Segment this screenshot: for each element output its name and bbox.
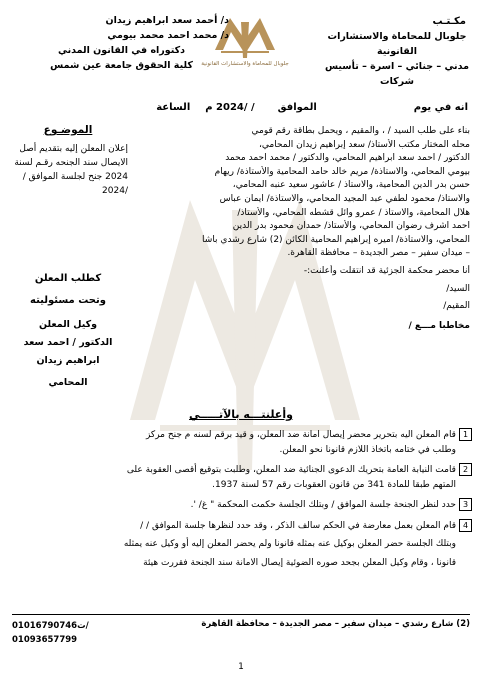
announce-heading: وأعلنتـــه بالآتـــــي <box>189 408 293 421</box>
date-label: الموافق <box>277 102 317 113</box>
item-number: 3 <box>459 498 472 511</box>
footer-address: (2) شارع رشدي – ميدان سفير – مصر الجديدة – محافظة القاهرة <box>201 619 470 629</box>
agent-role: المحامي <box>48 377 88 388</box>
body-line: والاستاذ/ محمود لطفي عبد المجيد المحامي، والاستاذة/ ايمان عباس <box>219 193 470 204</box>
page-number: 1 <box>238 662 244 672</box>
item-text: قام المعلن اليه بتحرير محضر إيصال امانة ضد المعلن، و قيد برقم لسنه م جنح مركز <box>145 430 456 440</box>
date-value: / /2024 م <box>205 102 255 113</box>
office-word: مكـتـب <box>432 16 466 27</box>
item-continuation: المتهم طبقا للمادة 341 من قانون العقوبات رقم 57 لسنة 1937. <box>212 479 456 490</box>
firm-services: مدني – جنائي – اسرة – تأسيس شركات <box>324 61 469 87</box>
degree: دكتوراه في القانون المدني <box>57 45 186 56</box>
body-line: الدكتور / احمد سعد ابراهيم المحامي، والدكتور / محمد احمد محمد <box>225 153 470 164</box>
lawyer-1: د/ أحمد سعد ابراهيم زيدان <box>105 15 229 26</box>
subject-line: 2024 جنح لجلسة الموافق / <box>22 172 128 182</box>
agent-name: الدكتور / احمد سعد ابراهيم زيدان <box>23 337 113 366</box>
notice-body <box>130 125 470 333</box>
body-line: هلال المحامية، والاستاذ / عمرو وائل قشطه المحامي، والأستاذ/ <box>237 207 470 218</box>
item-continuation: قانونا ، وقام وكيل المعلن بجحد صوره الضوئية إيصال الامانة سند الجنحة فقررت هيئة <box>143 557 456 568</box>
list-item <box>12 463 472 492</box>
item-text: قام المعلن بعمل معارضة في الحكم سالف الذكر ، وقد حدد لنظرها جلسة الموافق / / <box>140 520 456 531</box>
item-text: حدد لنظر الجنحة جلسة الموافق / وبتلك الجلسة حكمت المحكمة " غ/ '. <box>190 500 456 510</box>
requester-line: وتحت مسئوليته <box>30 295 106 306</box>
subject-line: /2024 <box>102 186 128 196</box>
item-text: قامت النيابة العامة بتحريك الدعوى الجنائية ضد المعلن، وطلبت بتوقيع أقصى العقوبة على <box>126 465 456 475</box>
item-number: 2 <box>459 463 472 476</box>
body-line: أنا محضر محكمة الجزئية قد انتقلت وأعلنت:- <box>303 265 470 276</box>
subject-line: الايصال سند الجنحه رقـم لسنة <box>14 158 128 168</box>
body-line: المقيم/ <box>443 301 470 312</box>
lawyers-header <box>14 13 229 73</box>
subject-line: إعلان المعلن إليه بتقديم أصل <box>19 144 128 154</box>
phone-2: 01093657799 <box>12 635 78 645</box>
date-intro: انه في يوم <box>413 102 468 113</box>
subject-box <box>8 124 128 198</box>
date-line <box>8 102 468 113</box>
body-line: المحامي، والاستاذة/ اميره إبراهيم المحامية الكائن (2) شارع رشدي باشا <box>202 234 470 245</box>
agent-title: وكيل المعلن <box>38 319 98 330</box>
firm-header <box>322 14 472 89</box>
agent-box <box>8 316 128 392</box>
body-line: محله المختار مكتب الأستاذ/ سعد إبراهيم زيدان المحامي، <box>259 139 470 150</box>
phone-label: ت/ <box>77 621 89 631</box>
firm-name: جلوبال للمحاماة والاستشارات القانونية <box>327 31 467 57</box>
item-number: 1 <box>459 428 472 441</box>
footer-phones <box>12 619 89 647</box>
list-item <box>12 519 472 571</box>
list-item <box>12 498 472 513</box>
faculty: كلية الحقوق جامعة عين شمس <box>50 60 193 71</box>
requester-box <box>8 268 128 312</box>
body-line: مخاطبا مـــع / <box>408 320 470 331</box>
logo-caption: جلوبال للمحاماة والاستشارات القانونية <box>201 61 289 67</box>
item-continuation: وبتلك الجلسة حضر المعلن بوكيل عنه بمثله قانونا ولم يحضر المعلن إليه أو وكيل عنه يمثله <box>123 539 456 549</box>
body-line: حسن بدر الدين المحامية، والاستاذ / عاشور سعيد عنبه المحامي، <box>232 180 470 191</box>
body-line: السيد/ <box>446 283 470 294</box>
time-label: الساعة <box>156 102 191 113</box>
item-number: 4 <box>459 519 472 532</box>
requester-line: كطلب المعلن <box>34 273 102 284</box>
item-continuation: وطلب في ختامه باتخاذ اللازم قانونا نحو المعلن. <box>279 444 456 455</box>
subject-heading: الموضـوع <box>43 124 93 136</box>
body-line: – ميدان سفير – مصر الجديدة – محافظة القاهرة. <box>287 248 470 259</box>
body-line: بيومي المحامي، والاستاذة/ مريم خالد حامد المحامية والأستاذة/ ريهام <box>214 166 470 177</box>
body-line: احمد اشرف رضوان المحامي، والأستاذ/ حمدان محمود بدر الدين <box>232 221 470 232</box>
footer <box>12 614 470 647</box>
items-list <box>12 428 472 570</box>
list-item <box>12 428 472 457</box>
lawyer-2: د/ محمد احمد محمد بيومي <box>107 30 229 41</box>
body-line: بناء على طلب السيد / ، والمقيم ، ويحمل بطاقة رقم قومي <box>251 126 470 136</box>
phone-1: 01016790746 <box>12 621 78 631</box>
